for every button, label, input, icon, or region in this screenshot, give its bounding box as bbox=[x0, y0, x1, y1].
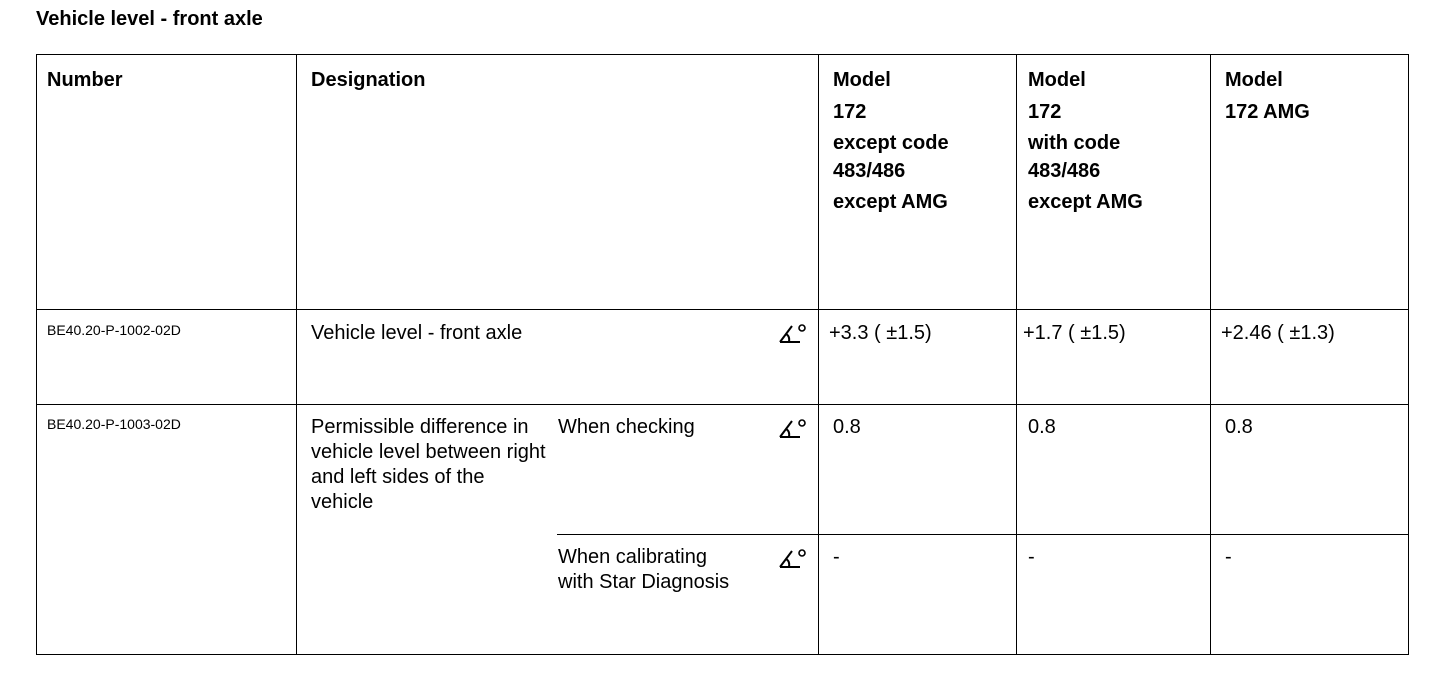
table-border-top bbox=[36, 54, 1409, 55]
table-border-bottom bbox=[36, 654, 1409, 655]
header-designation: Designation bbox=[311, 69, 426, 91]
row1-value-model3: +2.46 ( ±1.3) bbox=[1221, 322, 1335, 344]
table-border-right bbox=[1408, 54, 1409, 655]
row2-sub1-value-model1: 0.8 bbox=[833, 416, 861, 438]
row2-sub1-value-model3: 0.8 bbox=[1225, 416, 1253, 438]
header-model-172-amg: Model 172 AMG bbox=[1225, 69, 1310, 123]
row2-sub2-label: When calibrating with Star Diagnosis bbox=[558, 546, 730, 593]
row1-designation: Vehicle level - front axle bbox=[311, 322, 523, 344]
header-divider bbox=[36, 309, 1409, 310]
header-model-172-with-code: Model 172 with code 483/486 except AMG bbox=[1028, 69, 1143, 213]
angle-degree-icon bbox=[778, 547, 806, 569]
row1-value-model2: +1.7 ( ±1.5) bbox=[1023, 322, 1126, 344]
col-divider-number bbox=[296, 54, 297, 655]
row-divider bbox=[36, 404, 1409, 405]
row2-number: BE40.20-P-1003-02D bbox=[47, 416, 181, 432]
angle-degree-icon bbox=[778, 417, 806, 439]
col-divider-designation bbox=[818, 54, 819, 655]
subrow-divider bbox=[557, 534, 1409, 535]
row2-sub1-value-model2: 0.8 bbox=[1028, 416, 1056, 438]
row1-number: BE40.20-P-1002-02D bbox=[47, 322, 181, 338]
row2-sub1-label: When checking bbox=[558, 416, 695, 438]
header-number: Number bbox=[47, 69, 123, 91]
header-model-172-except-code: Model 172 except code 483/486 except AMG bbox=[833, 69, 949, 213]
col-divider-model1 bbox=[1016, 54, 1017, 655]
row2-sub2-value-model2: - bbox=[1028, 546, 1035, 568]
page-title: Vehicle level - front axle bbox=[36, 8, 263, 30]
row2-sub2-value-model3: - bbox=[1225, 546, 1232, 568]
table-border-left bbox=[36, 54, 37, 655]
row1-value-model1: +3.3 ( ±1.5) bbox=[829, 322, 932, 344]
col-divider-model2 bbox=[1210, 54, 1211, 655]
angle-degree-icon bbox=[778, 322, 806, 344]
row2-sub2-value-model1: - bbox=[833, 546, 840, 568]
row2-designation: Permissible difference in vehicle level between right and left sides of the vehicle bbox=[311, 416, 546, 513]
